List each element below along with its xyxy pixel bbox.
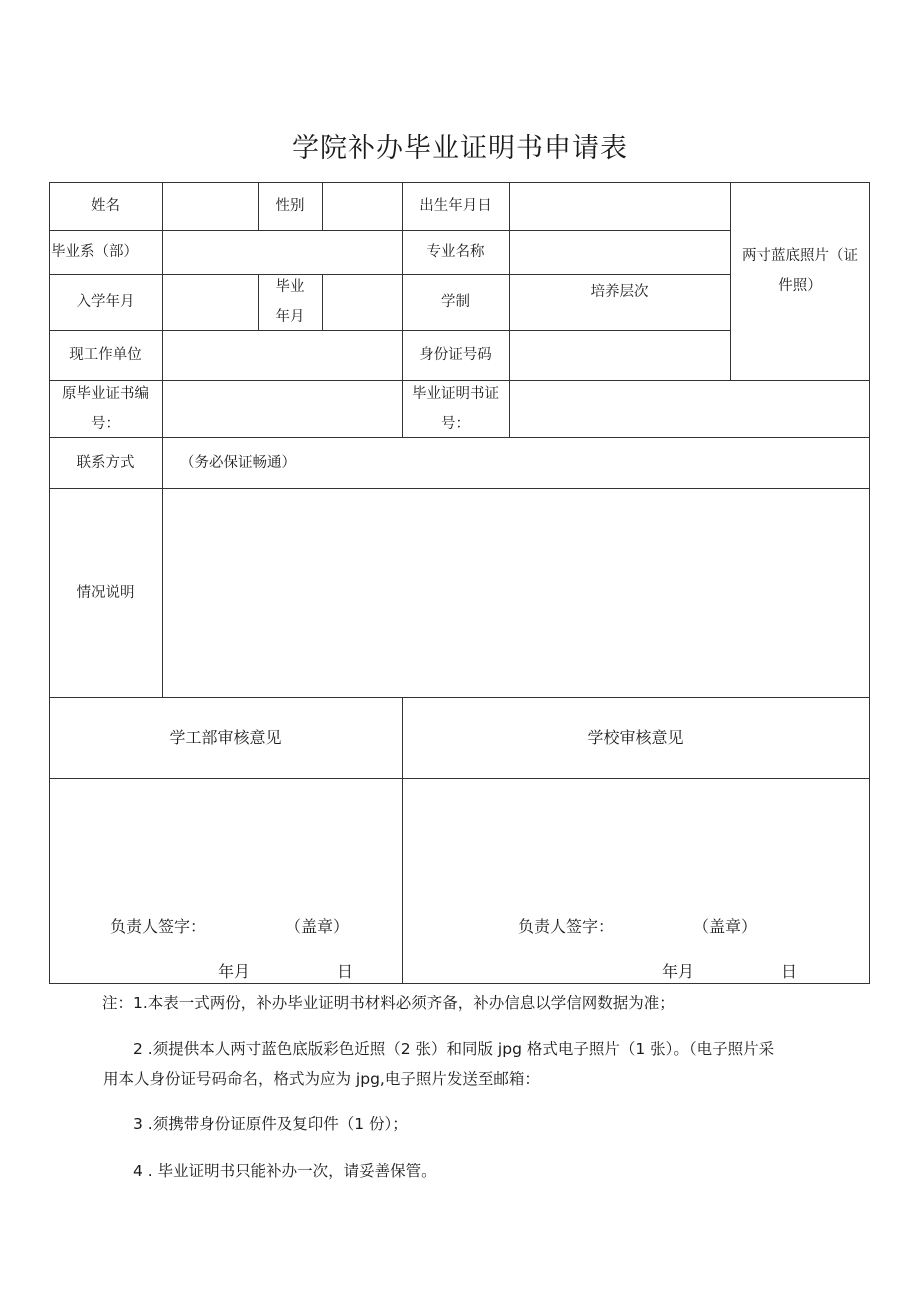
school-review-title: 学校审核意见 xyxy=(587,727,684,747)
gender-field[interactable] xyxy=(322,182,402,230)
left-day: 日 xyxy=(336,962,353,981)
gender-label: 性别 xyxy=(275,198,305,214)
major-label: 专业名称 xyxy=(426,244,485,260)
dept-label: 毕业系（部） xyxy=(51,244,138,260)
right-day: 日 xyxy=(780,962,797,981)
note-1: 注：1.本表一式两份，补办毕业证明书材料必须齐备，补办信息以学信网数据为准； xyxy=(102,994,675,1012)
note-2b: 用本人身份证号码命名，格式为应为 jpg,电子照片发送至邮箱： xyxy=(103,1070,540,1088)
form-title: 学院补办毕业证明书申请表 xyxy=(292,133,628,164)
cert-no-label: 毕业证明书证号： xyxy=(412,385,499,432)
dept-field[interactable] xyxy=(162,230,402,274)
name-label: 姓名 xyxy=(91,198,120,214)
id-label: 身份证号码 xyxy=(419,347,492,363)
note-3: 3 .须携带身份证原件及复印件（1 份）； xyxy=(133,1115,408,1133)
situation-field[interactable] xyxy=(162,488,869,697)
level-label: 培养层次 xyxy=(590,284,649,300)
right-year-month: 年月 xyxy=(661,962,694,981)
note-2a: 2 .须提供本人两寸蓝色底版彩色近照（2 张）和同版 jpg 格式电子照片（1 张）。（电子照片采 xyxy=(133,1040,775,1058)
left-year-month: 年月 xyxy=(217,962,250,981)
grad-label: 毕业年月 xyxy=(275,279,305,325)
right-seal-label: （盖章） xyxy=(692,917,757,936)
left-signature-label: 负责人签字： xyxy=(110,917,207,936)
birth-label: 出生年月日 xyxy=(419,198,492,214)
system-label: 学制 xyxy=(441,294,470,310)
birth-field[interactable] xyxy=(509,182,730,230)
note-4: 4 . 毕业证明书只能补办一次，请妥善保管。 xyxy=(133,1162,437,1180)
orig-cert-field[interactable] xyxy=(162,380,402,437)
photo-placeholder: 两寸蓝底照片（证件照） xyxy=(742,248,858,294)
contact-label: 联系方式 xyxy=(76,454,135,471)
situation-label: 情况说明 xyxy=(76,584,135,601)
cert-no-field[interactable] xyxy=(509,380,869,437)
student-affairs-review-title: 学工部审核意见 xyxy=(169,727,282,747)
major-field[interactable] xyxy=(509,230,730,274)
work-label: 现工作单位 xyxy=(69,347,142,363)
left-seal-label: （盖章） xyxy=(284,917,349,936)
enroll-label: 入学年月 xyxy=(76,294,135,310)
contact-hint[interactable]: （务必保证畅通） xyxy=(180,454,296,471)
enroll-field[interactable] xyxy=(162,274,258,330)
right-signature-label: 负责人签字： xyxy=(518,917,615,936)
grad-field[interactable] xyxy=(322,274,402,330)
work-field[interactable] xyxy=(162,330,402,380)
id-field[interactable] xyxy=(509,330,730,380)
name-field[interactable] xyxy=(162,182,258,230)
orig-cert-label: 原毕业证书编号： xyxy=(62,385,149,432)
